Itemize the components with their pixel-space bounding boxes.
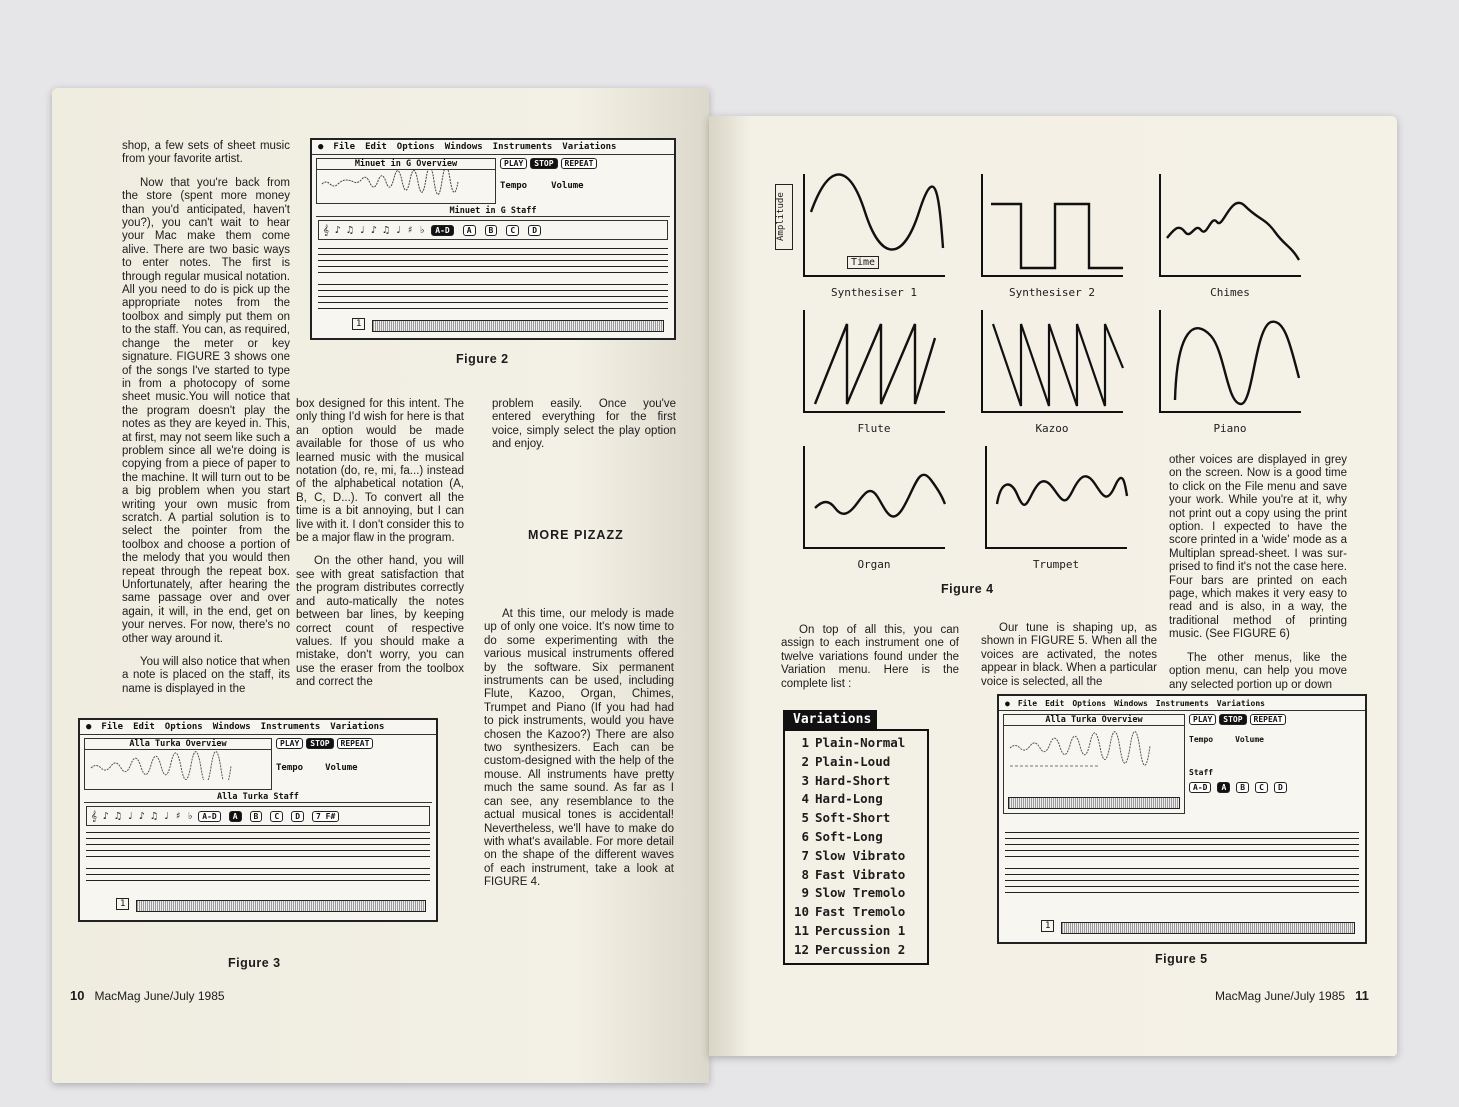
figure-3-screenshot: [78, 718, 438, 922]
play-button: PLAY: [1189, 714, 1216, 725]
menu-item: Options: [1072, 698, 1107, 708]
menu-item: File: [333, 142, 356, 152]
section-heading: MORE PIZAZZ: [528, 528, 624, 542]
paragraph: other voices are displayed in grey on the screen. Now is a good time to click on the File menu and save your work. While you're at it, why not print out a copy using the print option. I expected to have the score printed in a 'wide' mode as a Multiplan spread-sheet. I was sur-prised to find it's not the case here. Four bars are printed on each page, which makes it very easy to read and is also, in a way, the traditional method of printing music. (See FIGURE 6): [1169, 454, 1347, 641]
scrollbar: [1008, 797, 1180, 809]
left-column-3-bottom: [484, 608, 674, 900]
menu-item: Windows: [212, 722, 251, 732]
menu-item: Instruments: [492, 142, 553, 152]
waveform-synthesiser-1: [799, 172, 949, 302]
paragraph: At this time, our melody is made up of only one voice. It's now time to do some experimenting with the various musical instruments offered by the software. Six permanent instruments can be used, including Flute, Kazoo, Organ, Chimes, Trumpet and Piano (If you had had to pick instruments, would you have chosen the Kazoo?) There are also two synthesizers. Each can be custom-designed with the help of the mouse. All instruments have pretty much the same sound. As far as I can see, any resemblance to the actual musical tones is accidental! Nevertheless, we'll have to make do with what's available. For more detail on the shape of the different waves of each instrument, take a look at FIGURE 4.: [484, 608, 674, 889]
scrollbar: [1061, 922, 1355, 934]
publication-info: MacMag June/July 1985: [1215, 989, 1346, 1003]
overview-notes: [85, 750, 269, 780]
menu-item: Variations: [562, 142, 617, 152]
variations-menu: [783, 710, 929, 965]
variation-item: 1 Plain-Normal: [801, 735, 906, 750]
voice-selector: [1189, 782, 1290, 793]
variations-list: [783, 729, 929, 965]
paragraph: shop, a few sets of sheet music from your favorite artist.: [122, 140, 290, 166]
paragraph: box designed for this intent. The only thing I'd wish for here is that an option would be made available for those of us who learned music with the musical notation (do, re, mi, fa...) instead of the alphabetical notation (A, B, C, D...). To convert all the time is a bit annoying, but I can live with it. I don't consider this to be a major flaw in the program.: [296, 398, 464, 545]
overview-notes: [317, 170, 493, 196]
tempo-label: Tempo: [276, 763, 304, 773]
left-column-1: [122, 140, 290, 706]
wave-label: Piano: [1213, 422, 1247, 435]
page-number: 11: [1355, 988, 1369, 1003]
variation-item: 12 Percussion 2: [793, 941, 906, 957]
page-number: 1: [352, 318, 365, 330]
menu-item: Instruments: [1155, 698, 1209, 708]
figure-2-caption: Figure 2: [456, 352, 509, 366]
menu-item: Options: [164, 722, 203, 732]
volume-label: Volume: [1235, 735, 1264, 744]
voice-button: C: [1255, 782, 1268, 793]
waveform-chimes: [1155, 172, 1305, 302]
overview-window: [1003, 714, 1185, 814]
page-number: 1: [1041, 920, 1054, 932]
staff-title: Alla Turka Staff: [84, 792, 432, 803]
menu-item: File: [1017, 698, 1038, 708]
variation-item: 10 Fast Tremolo: [793, 904, 906, 920]
note-toolbox: [86, 806, 430, 826]
variation-item: 4 Hard-Long: [801, 791, 883, 807]
mac-menubar: [999, 696, 1365, 711]
menu-item: Windows: [444, 142, 483, 152]
wave-label: Trumpet: [1032, 558, 1080, 571]
paragraph: problem easily. Once you've entered everything for the first voice, simply select the play option and enjoy.: [492, 398, 676, 451]
menu-item: Instruments: [260, 722, 321, 732]
wave-label: Kazoo: [1035, 422, 1069, 435]
bass-staff: [86, 868, 430, 886]
figure-5-screenshot: [997, 694, 1367, 944]
menu-item: Edit: [365, 142, 387, 152]
repeat-button: REPEAT: [1250, 714, 1287, 725]
voice-button: D: [1274, 782, 1287, 793]
menu-item: File: [101, 722, 124, 732]
figure-2-screenshot: [310, 138, 676, 340]
overview-window: [316, 158, 496, 204]
apple-icon: ●: [318, 142, 324, 152]
tempo-label: Tempo: [500, 181, 528, 191]
left-column-2: [296, 398, 464, 700]
variation-item: 5 Soft-Short: [801, 810, 891, 826]
bass-staff: [318, 284, 668, 314]
overview-title: Minuet in G Overview: [317, 159, 495, 170]
right-column-b: [981, 622, 1157, 699]
voice-button: A: [1217, 782, 1230, 793]
control-panel: [1189, 714, 1359, 764]
volume-label: Volume: [325, 763, 358, 773]
overview-title: Alla Turka Overview: [85, 739, 271, 750]
voice-button: 7 F#: [312, 811, 339, 822]
mac-menubar: [312, 140, 674, 155]
variation-item: 6 Soft-Long: [801, 828, 883, 844]
page-number: 1: [116, 898, 129, 910]
treble-staff: [1005, 832, 1359, 862]
menu-item: Options: [396, 142, 435, 152]
scrollbar: [136, 900, 426, 912]
voice-button: C: [270, 811, 283, 822]
paragraph: The other menus, like the option menu, can help you move any selected portion up or down: [1169, 651, 1347, 691]
paragraph: Now that you're back from the store (spent more money than you'd anticipated, haven't you?), you can't wait to hear your Mac make them come alive. There are two basic ways to enter notes. The first is through regular musical notation. All you need to do is pick up the appropriate notes from the toolbox and simply put them on to the staff. You can, as required, change the meter or key signature. FIGURE 3 shows one of the songs I've started to type in from a photocopy of some sheet music.You will notice that the program doesn't play the notes as they are keyed in. This, at first, may not seem like such a problem since all we're doing is copying from a piece of paper to the machine. It will turn out to be a big problem when you start writing your own music from scratch. A partial solution is to select the pointer from the toolbox and choose a portion of the melody that you would then repeat through the repeat box. Unfortunately, after hearing the same passage over and over again, it will, in the end, get on your nerves. For now, there's no other way around it.: [122, 176, 290, 645]
voice-button: D: [528, 225, 541, 236]
note-glyphs: 𝄞 ♪ ♫ ♩ ♪ ♫ ♩ ♯ ♭: [323, 224, 426, 236]
waveform-trumpet: [981, 444, 1131, 576]
paragraph: You will also notice that when a note is placed on the staff, its name is displayed in the: [122, 656, 290, 695]
amplitude-axis-label: Amplitude: [775, 184, 793, 250]
stop-button: STOP: [306, 738, 333, 749]
overview-title: Alla Turka Overview: [1004, 715, 1184, 726]
left-page: [52, 88, 709, 1083]
voice-button: D: [291, 811, 304, 822]
paragraph: On the other hand, you will see with great satisfaction that the program distributes correctly and auto-matically the notes between bar lines, by keeping correct count of respective values. If you should make a mistake, don't worry, you can use the eraser from the toolbox and correct the: [296, 555, 464, 689]
variation-item: 2 Plain-Loud: [801, 753, 891, 769]
staff-title: Minuet in G Staff: [316, 206, 670, 217]
volume-label: Volume: [551, 181, 584, 191]
right-page: [709, 116, 1397, 1056]
menu-item: Variations: [330, 722, 385, 732]
waveform-organ: [799, 444, 949, 576]
play-button: PLAY: [276, 738, 303, 749]
stop-button: STOP: [1219, 714, 1246, 725]
voice-button: B: [1236, 782, 1249, 793]
overview-notes: [1004, 726, 1182, 786]
page-footer-left: [70, 988, 225, 1003]
wave-label: Synthesiser 2: [1008, 286, 1096, 299]
voice-button: A-D: [198, 811, 220, 822]
variation-item: 7 Slow Vibrato: [801, 847, 906, 863]
figure-5-caption: Figure 5: [1155, 952, 1208, 966]
repeat-button: REPEAT: [561, 158, 598, 169]
apple-icon: ●: [86, 722, 92, 732]
waveform-piano: [1155, 308, 1305, 438]
bass-staff: [1005, 868, 1359, 898]
voice-button: A-D: [1189, 782, 1211, 793]
staff-label: Staff: [1189, 768, 1214, 777]
treble-staff: [318, 248, 668, 278]
menu-item: Variations: [1216, 698, 1265, 708]
wave-label: Flute: [857, 422, 891, 435]
note-glyphs: 𝄞 ♪ ♫ ♩ ♪ ♫ ♩ ♯ ♭: [91, 810, 194, 822]
voice-button: A-D: [431, 225, 453, 236]
control-panel: [500, 158, 668, 202]
menu-item: Edit: [133, 722, 155, 732]
wave-label: Synthesiser 1: [830, 286, 918, 299]
voice-button: B: [250, 811, 263, 822]
figure-3-caption: Figure 3: [228, 956, 281, 970]
tempo-label: Tempo: [1189, 735, 1214, 744]
variation-item: 3 Hard-Short: [801, 772, 891, 788]
apple-icon: ●: [1005, 698, 1010, 708]
right-column-a: [781, 624, 959, 701]
treble-staff: [86, 832, 430, 862]
menu-item: Windows: [1114, 698, 1148, 708]
voice-button: B: [485, 225, 498, 236]
scrollbar: [372, 320, 664, 332]
time-axis-label: Time: [847, 256, 879, 269]
paragraph: On top of all this, you can assign to each instrument one of twelve variations found under the Variation menu. Here is the complete list :: [781, 624, 959, 690]
overview-window: [84, 738, 272, 790]
voice-button: C: [506, 225, 519, 236]
waveform-flute: [799, 308, 949, 438]
paragraph: Our tune is shaping up, as shown in FIGURE 5. When all the voices are activated, the notes appear in black. When a particular voice is selected, all the: [981, 622, 1157, 688]
waveform-synthesiser-2: [977, 172, 1127, 302]
repeat-button: REPEAT: [337, 738, 374, 749]
variation-item: 11 Percussion 1: [793, 922, 906, 938]
play-button: PLAY: [500, 158, 527, 169]
wave-label: Organ: [857, 558, 891, 571]
stop-button: STOP: [530, 158, 557, 169]
page-number: 10: [70, 988, 85, 1003]
waveform-kazoo: [977, 308, 1127, 438]
left-column-3: [492, 398, 676, 462]
control-panel: [276, 738, 432, 788]
right-column-text: [1169, 454, 1347, 702]
page-footer-right: [1215, 988, 1369, 1003]
wave-label: Chimes: [1210, 286, 1250, 299]
voice-button: A: [229, 811, 242, 822]
variation-item: 8 Fast Vibrato: [801, 866, 906, 882]
voice-button: A: [463, 225, 476, 236]
menu-item: Edit: [1045, 698, 1065, 708]
publication-info: MacMag June/July 1985: [94, 989, 225, 1003]
variations-title: Variations: [783, 710, 877, 729]
figure-4-caption: Figure 4: [941, 582, 994, 596]
note-toolbox: [318, 220, 668, 240]
variation-item: 9 Slow Tremolo: [801, 885, 906, 901]
mac-menubar: [80, 720, 436, 735]
